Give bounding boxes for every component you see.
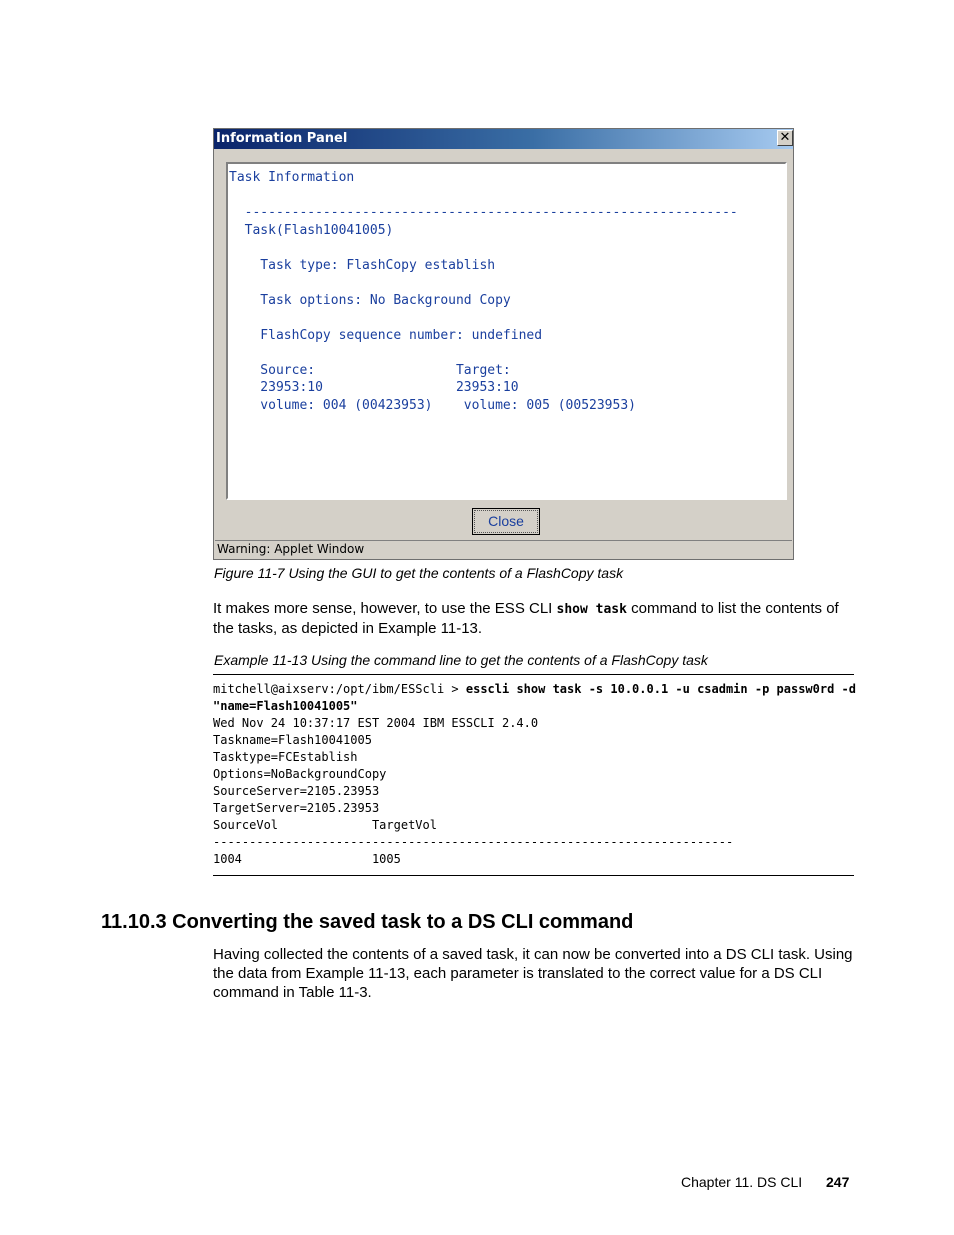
window-title: Information Panel bbox=[216, 131, 348, 146]
section-heading: 11.10.3 Converting the saved task to a DS CLI command bbox=[101, 911, 634, 933]
code-command-1: esscli show task -s 10.0.0.1 -u csadmin -p passw0rd -d bbox=[465, 682, 857, 696]
close-button[interactable] bbox=[472, 508, 540, 535]
paragraph-converting: Having collected the contents of a saved task, it can now be converted into a DS CLI task. Using the data from Example 11-13, each parameter is translated to the correct value for a DS CLI command in Table 11-3. bbox=[213, 946, 853, 1001]
example-top-rule bbox=[213, 674, 854, 675]
example-bottom-rule bbox=[213, 875, 854, 876]
para1-code: show task bbox=[556, 602, 627, 617]
paragraph-show-task bbox=[213, 599, 853, 638]
footer-chapter: Chapter 11. DS CLI bbox=[681, 1174, 803, 1190]
footer-page-number: 247 bbox=[826, 1174, 850, 1190]
code-prompt: mitchell@aixserv:/opt/ibm/ESScli > bbox=[213, 682, 466, 696]
close-button-label: Close bbox=[474, 510, 538, 533]
information-panel-window bbox=[213, 128, 794, 560]
para1-before: It makes more sense, however, to use the ESS CLI bbox=[213, 600, 557, 617]
example-caption: Example 11-13 Using the command line to get the contents of a FlashCopy task bbox=[214, 652, 708, 668]
para1-after: command to list the contents of the tasks, as depicted in Example 11-13. bbox=[213, 600, 839, 637]
task-info-textarea[interactable] bbox=[226, 162, 787, 500]
figure-caption: Figure 11-7 Using the GUI to get the contents of a FlashCopy task bbox=[214, 565, 624, 581]
example-code-block bbox=[213, 681, 856, 868]
window-titlebar bbox=[214, 129, 793, 149]
close-icon[interactable]: ✕ bbox=[777, 130, 793, 146]
code-command-2: "name=Flash10041005" bbox=[213, 699, 358, 713]
applet-status-bar: Warning: Applet Window bbox=[215, 540, 792, 558]
code-output: Wed Nov 24 10:37:17 EST 2004 IBM ESSCLI 2.4.0 Taskname=Flash10041005 Tasktype=FCEstablish Options=NoBackgroundCopy SourceServer=2105.23953 TargetServer=2105.23953 SourceVol TargetVol ------------------------------------------------------------------------ 1004 1005 bbox=[213, 716, 734, 866]
task-info-text: Task Information --------------------------------------------------------------- Task(Flash10041005) Task type: FlashCopy establish Task options: No Background Copy FlashCopy sequence number: undefined Source: Target: 23953:10 23953:10 volume: 004 (00423953) volume: 005 (00523953) bbox=[229, 170, 738, 413]
